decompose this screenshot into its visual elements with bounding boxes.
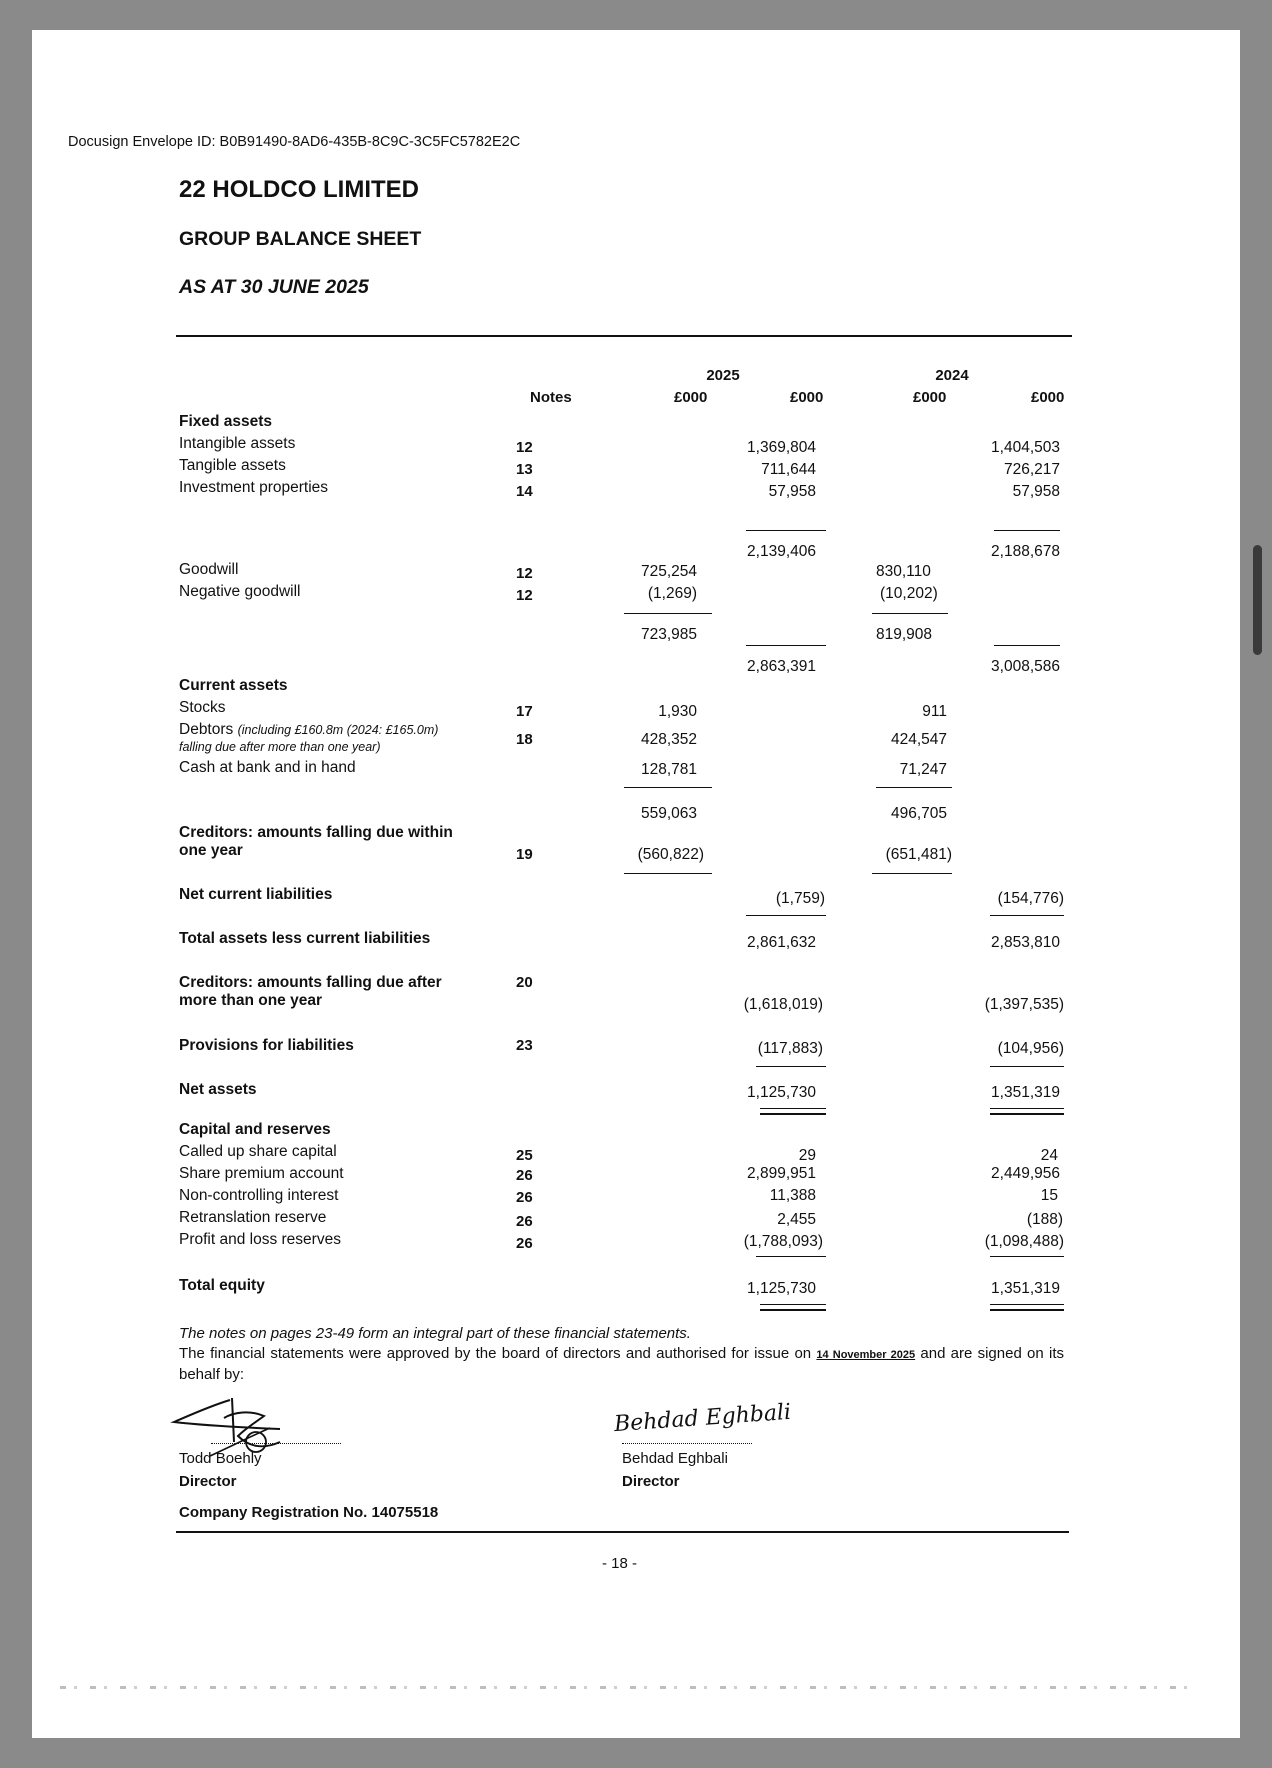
double-rule — [990, 1304, 1064, 1311]
subtotal-rule — [872, 873, 952, 874]
approval-text-before: The financial statements were approved by the board of directors and authorised for issue on — [179, 1345, 817, 1362]
approval-statement — [179, 1344, 1064, 1384]
debtors-label-note: (including £160.8m (2024: £165.0m) — [237, 723, 439, 737]
value-2025: (1,269) — [647, 585, 697, 602]
value-2024: (154,776) — [997, 890, 1064, 907]
row-label: Intangible assets — [179, 435, 296, 452]
value-2025: 725,254 — [640, 563, 697, 580]
unit-header: £000 — [790, 389, 824, 406]
row-label: Net assets — [179, 1081, 257, 1098]
year-2024-header: 2024 — [935, 367, 969, 384]
row-label: Goodwill — [179, 561, 239, 578]
value-2025: 29 — [798, 1147, 816, 1164]
subtotal-rule — [746, 645, 826, 646]
row-label: Total assets less current liabilities — [179, 930, 431, 947]
value-2025: (560,822) — [637, 846, 704, 863]
row-label: Investment properties — [179, 479, 329, 496]
subtotal-rule — [756, 1256, 826, 1257]
value-2025: (1,788,093) — [743, 1233, 823, 1250]
subtotal-rule — [624, 613, 712, 614]
value-2024: 911 — [922, 703, 947, 720]
value-2025: 2,899,951 — [747, 1165, 816, 1182]
row-label: Net current liabilities — [179, 886, 333, 903]
row-note: 26 — [516, 1167, 533, 1184]
value-2024: 2,449,956 — [991, 1165, 1060, 1182]
signatory-name: Behdad Eghbali — [622, 1450, 728, 1467]
footer-divider — [176, 1531, 1069, 1533]
row-note: 26 — [516, 1213, 533, 1230]
value-2024: 15 — [1040, 1187, 1058, 1204]
signature-line — [622, 1443, 752, 1444]
row-note: 25 — [516, 1147, 533, 1164]
row-note: 19 — [516, 846, 533, 863]
row-label — [179, 721, 438, 739]
value-2024: 24 — [1040, 1147, 1058, 1164]
fixed-assets-subtotal-2024: 2,188,678 — [991, 543, 1060, 560]
subtotal-rule — [756, 1066, 826, 1067]
value-2025: 1,930 — [658, 703, 697, 720]
row-label: Tangible assets — [179, 457, 286, 474]
value-2024: 1,351,319 — [991, 1084, 1060, 1101]
signatory-name: Todd Boehly — [179, 1450, 262, 1467]
subtotal-rule — [994, 530, 1060, 531]
row-note: 20 — [516, 974, 533, 991]
row-label: Negative goodwill — [179, 583, 301, 600]
subtotal-rule — [876, 787, 952, 788]
row-label: more than one year — [179, 992, 322, 1009]
row-note: 18 — [516, 731, 533, 748]
row-label: Share premium account — [179, 1165, 344, 1182]
page-title: GROUP BALANCE SHEET — [179, 228, 422, 250]
approval-date: 14 November 2025 — [816, 1349, 916, 1361]
subtotal-rule — [624, 787, 712, 788]
value-2024: 830,110 — [876, 563, 931, 580]
value-2025: 1,369,804 — [747, 439, 816, 456]
unit-header: £000 — [1031, 389, 1065, 406]
value-2025: 2,455 — [777, 1211, 816, 1228]
row-note: 12 — [516, 565, 533, 582]
notes-header: Notes — [530, 389, 572, 406]
row-label: Cash at bank and in hand — [179, 759, 356, 776]
notes-statement: The notes on pages 23-49 form an integral part of these financial statements. — [179, 1325, 691, 1342]
signatory-role: Director — [622, 1473, 680, 1490]
row-label: Provisions for liabilities — [179, 1037, 354, 1054]
section-heading: Capital and reserves — [179, 1121, 331, 1138]
value-2024: (188) — [1026, 1211, 1063, 1228]
behdad-eghbali-signature: Behdad Eghbali — [613, 1399, 792, 1438]
double-rule — [990, 1108, 1064, 1115]
value-2025: 711,644 — [761, 461, 816, 478]
current-assets-total-2024: 496,705 — [890, 805, 947, 822]
row-note: 12 — [516, 439, 533, 456]
row-note: 14 — [516, 483, 533, 500]
value-2024: (1,098,488) — [984, 1233, 1064, 1250]
row-note: 26 — [516, 1189, 533, 1206]
value-2025: (1,759) — [775, 890, 825, 907]
fixed-assets-subtotal-2025: 2,139,406 — [747, 543, 816, 560]
year-2025-header: 2025 — [706, 367, 740, 384]
signature-line — [211, 1443, 341, 1444]
goodwill-net-2025: 723,985 — [640, 626, 697, 643]
value-2025: 1,125,730 — [747, 1084, 816, 1101]
row-label: Profit and loss reserves — [179, 1231, 341, 1248]
value-2025: 57,958 — [768, 483, 816, 500]
value-2024: 1,404,503 — [991, 439, 1060, 456]
row-note: 26 — [516, 1235, 533, 1252]
value-2024: (104,956) — [997, 1040, 1064, 1057]
goodwill-net-2024: 819,908 — [876, 626, 933, 643]
unit-header: £000 — [674, 389, 708, 406]
subtotal-rule — [990, 1256, 1064, 1257]
value-2024: 2,853,810 — [991, 934, 1060, 951]
row-note: 17 — [516, 703, 533, 720]
row-label: Non-controlling interest — [179, 1187, 339, 1204]
value-2025: 11,388 — [769, 1187, 816, 1204]
header-divider — [176, 335, 1072, 337]
row-label: Total equity — [179, 1277, 265, 1294]
section-heading: Current assets — [179, 677, 288, 694]
value-2025: 1,125,730 — [747, 1280, 816, 1297]
row-note: 23 — [516, 1037, 533, 1054]
row-label: Stocks — [179, 699, 226, 716]
row-label: Called up share capital — [179, 1143, 337, 1160]
scan-artifact — [60, 1686, 1200, 1689]
value-2024: 424,547 — [890, 731, 947, 748]
value-2025: 2,861,632 — [747, 934, 816, 951]
subtotal-rule — [872, 613, 948, 614]
value-2025: (117,883) — [757, 1040, 823, 1057]
subtotal-rule — [746, 915, 826, 916]
envelope-id: Docusign Envelope ID: B0B91490-8AD6-435B-8C9C-3C5FC5782E2C — [68, 134, 521, 150]
row-note: 13 — [516, 461, 533, 478]
debtors-label: Debtors — [179, 721, 234, 738]
value-2025: (1,618,019) — [743, 996, 823, 1013]
subtotal-rule — [990, 915, 1064, 916]
fixed-total-2024: 3,008,586 — [991, 658, 1060, 675]
value-2024: 1,351,319 — [991, 1280, 1060, 1297]
row-label: Creditors: amounts falling due after — [179, 974, 442, 991]
value-2024: (10,202) — [880, 585, 938, 602]
company-name: 22 HOLDCO LIMITED — [179, 176, 420, 203]
subtotal-rule — [990, 1066, 1064, 1067]
fixed-total-2025: 2,863,391 — [747, 658, 816, 675]
signatory-role: Director — [179, 1473, 237, 1490]
subtotal-rule — [994, 645, 1060, 646]
double-rule — [760, 1304, 826, 1311]
page-subtitle: AS AT 30 JUNE 2025 — [179, 276, 369, 298]
subtotal-rule — [746, 530, 826, 531]
value-2024: (1,397,535) — [984, 996, 1064, 1013]
current-assets-total-2025: 559,063 — [640, 805, 697, 822]
subtotal-rule — [624, 873, 712, 874]
vertical-scrollbar[interactable] — [1253, 545, 1262, 655]
value-2024: 71,247 — [899, 761, 947, 778]
value-2025: 428,352 — [640, 731, 697, 748]
unit-header: £000 — [913, 389, 947, 406]
section-heading: Fixed assets — [179, 413, 273, 430]
value-2025: 128,781 — [640, 761, 697, 778]
page-number: - 18 - — [602, 1555, 638, 1572]
row-label: Creditors: amounts falling due within — [179, 824, 453, 841]
row-note: 12 — [516, 587, 533, 604]
value-2024: 726,217 — [1003, 461, 1060, 478]
value-2024: 57,958 — [1012, 483, 1060, 500]
debtors-label-note-2: falling due after more than one year) — [179, 740, 381, 754]
row-label: one year — [179, 842, 243, 859]
value-2024: (651,481) — [885, 846, 952, 863]
double-rule — [760, 1108, 826, 1115]
row-label: Retranslation reserve — [179, 1209, 327, 1226]
approval-text-after: and are signed on its behalf by: — [179, 1345, 1064, 1383]
company-registration: Company Registration No. 14075518 — [179, 1504, 439, 1521]
